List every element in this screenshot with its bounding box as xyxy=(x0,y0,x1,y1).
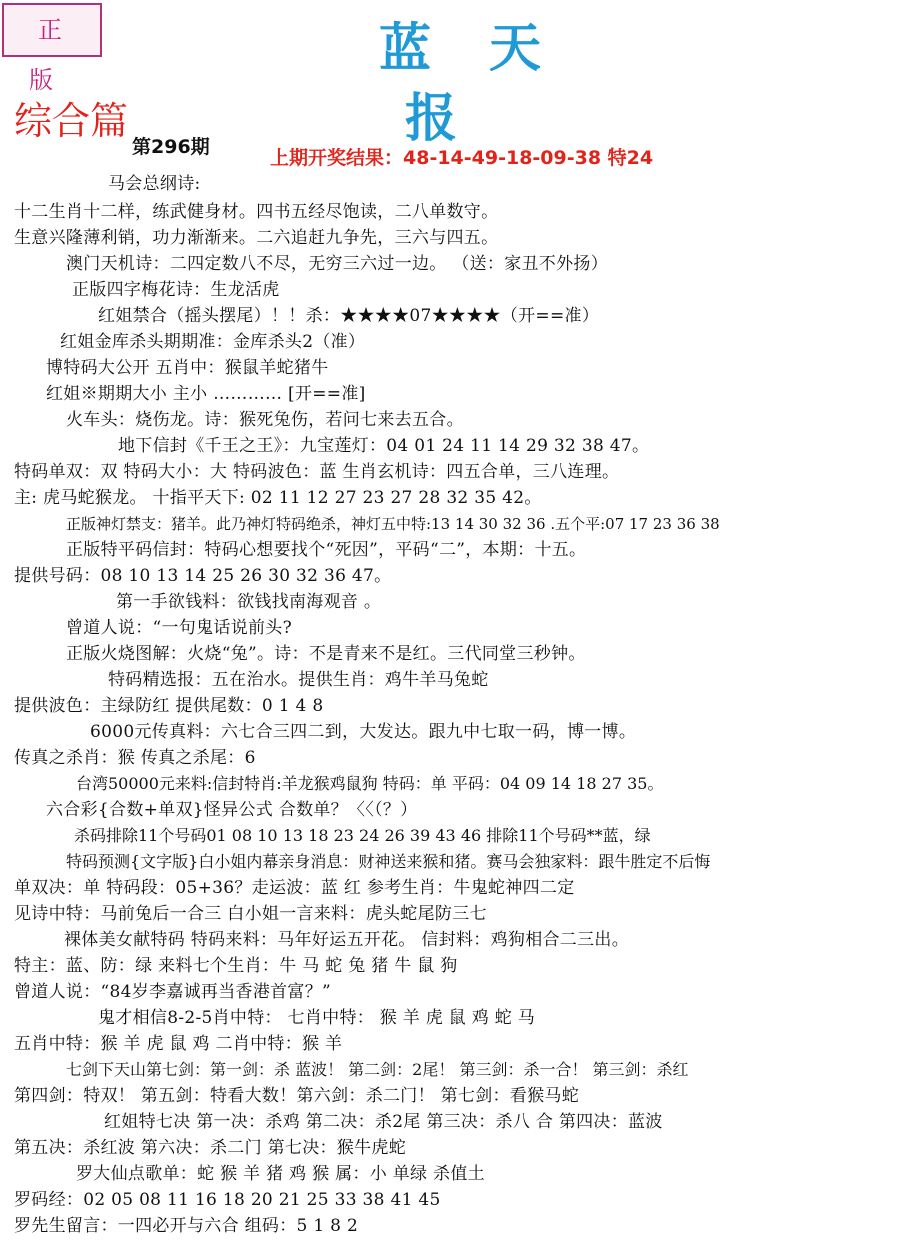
text-line: 火车头：烧伤龙。诗：猴死兔伤，若问七来去五合。 xyxy=(66,410,464,430)
text-line: 第五决：杀红波 第六决：杀二门 第七决：猴牛虎蛇 xyxy=(14,1138,407,1158)
text-line: 特主：蓝、防：绿 来料七个生肖：牛 马 蛇 兔 猪 牛 鼠 狗 xyxy=(14,956,458,976)
text-line: 提供号码：08 10 13 14 25 26 30 32 36 47。 xyxy=(14,566,392,586)
text-line: 裸体美女献特码 特码来料：马年好运五开花。 信封料：鸡狗相合二三出。 xyxy=(64,930,630,950)
text-line: 6000元传真料：六七合三四二到，大发达。跟九中七取一码，博一博。 xyxy=(90,722,637,742)
text-line: 第四剑：特双！ 第五剑：特看大数！第六剑：杀二门！ 第七剑：看猴马蛇 xyxy=(14,1086,580,1106)
text-line: 地下信封《千王之王》：九宝莲灯：04 01 24 11 14 29 32 38 47。 xyxy=(118,436,650,456)
text-line: 鬼才相信8-2-5肖中特： 七肖中特： 猴 羊 虎 鼠 鸡 蛇 马 xyxy=(98,1008,536,1028)
text-line: 杀码排除11个号码01 08 10 13 18 23 24 26 39 43 46 排除11个号码**蓝，绿 xyxy=(74,826,651,845)
text-line: 正版神灯禁支：猪羊。此乃神灯特码绝杀，神灯五中特:13 14 30 32 36 .五个平:07 17 23 36 38 xyxy=(66,515,720,533)
text-line: 五肖中特：猴 羊 虎 鼠 鸡 二肖中特：猴 羊 xyxy=(14,1034,343,1054)
text-line: 台湾50000元来料:信封特肖:羊龙猴鸡鼠狗 特码：单 平码：04 09 14 18 27 35。 xyxy=(76,774,664,793)
text-line: 红姐禁合（摇头摆尾）！！杀：★★★★07★★★★（开==准） xyxy=(98,306,600,326)
text-line: 单双决：单 特码段：05+36？走运波：蓝 红 参考生肖：牛鬼蛇神四二定 xyxy=(14,878,575,898)
stamp-genuine: 正 版 xyxy=(2,3,102,57)
masthead-title: 蓝天报 xyxy=(378,18,599,149)
text-line: 正版火烧图解：火烧“兔”。诗：不是青来不是红。三代同堂三秒钟。 xyxy=(66,644,586,664)
text-line: 罗码经：02 05 08 11 16 18 20 21 25 33 38 41 45 xyxy=(14,1190,441,1210)
text-line: 罗大仙点歌单：蛇 猴 羊 猪 鸡 猴 属：小 单绿 杀值土 xyxy=(76,1164,485,1184)
last-draw-result: 上期开奖结果：48-14-49-18-09-38 特24 xyxy=(270,147,654,169)
text-line: 十二生肖十二样，练武健身材。四书五经尽饱读，二八单数守。 xyxy=(14,202,499,222)
text-line: 特码精选报：五在治水。提供生肖：鸡牛羊马兔蛇 xyxy=(108,670,489,690)
text-line: 红姐金库杀头期期准：金库杀头2（准） xyxy=(60,332,366,352)
text-line: 红姐※期期大小 主小 ………… [开==准] xyxy=(46,384,366,404)
text-line: 红姐特七决 第一决：杀鸡 第二决：杀2尾 第三决：杀八 合 第四决：蓝波 xyxy=(104,1112,663,1132)
text-line: 曾道人说：“84岁李嘉诚再当香港首富？” xyxy=(14,982,332,1002)
text-line: 罗先生留言：一四必开与六合 组码：5 1 8 2 xyxy=(14,1216,359,1236)
text-line: 马会总纲诗: xyxy=(108,174,201,194)
text-line: 六合彩{合数+单双}怪异公式 合数单？〈〈（？） xyxy=(46,800,418,820)
text-line: 生意兴隆薄利销，功力渐渐来。二六追赶九争先，三六与四五。 xyxy=(14,228,499,248)
text-line: 正版四字梅花诗：生龙活虎 xyxy=(72,280,280,300)
text-line: 正版特平码信封：特码心想要找个“死因”，平码“二”，本期：十五。 xyxy=(66,540,587,560)
text-line: 提供波色：主绿防红 提供尾数：0 1 4 8 xyxy=(14,696,324,716)
text-line: 特码单双：双 特码大小：大 特码波色：蓝 生肖玄机诗：四五合单，三八连理。 xyxy=(14,462,620,482)
text-line: 见诗中特：马前兔后一合三 白小姐一言来料：虎头蛇尾防三七 xyxy=(14,904,487,924)
text-line: 主: 虎马蛇猴龙。 十指平天下: 02 11 12 27 23 27 28 32 35 42。 xyxy=(14,488,542,508)
text-line: 七剑下天山第七剑：第一剑：杀 蓝波！ 第二剑：2尾！ 第三剑：杀一合！ 第三剑：杀红 xyxy=(66,1060,689,1079)
text-line: 特码预测{文字版}白小姐内幕亲身消息：财神送来猴和猪。赛马会独家料：跟牛胜定不后悔 xyxy=(66,852,711,871)
section-title: 综合篇 xyxy=(14,99,129,143)
text-line: 曾道人说：“一句鬼话说前头? xyxy=(66,618,293,638)
text-line: 澳门天机诗：二四定数八不尽，无穷三六过一边。 （送：家丑不外扬） xyxy=(66,254,609,274)
text-line: 传真之杀肖：猴 传真之杀尾：6 xyxy=(14,748,256,768)
text-line: 第一手欲钱料：欲钱找南海观音 。 xyxy=(116,592,382,612)
text-line: 博特码大公开 五肖中：猴鼠羊蛇猪牛 xyxy=(46,358,329,378)
issue-number: 第296期 xyxy=(132,136,210,158)
